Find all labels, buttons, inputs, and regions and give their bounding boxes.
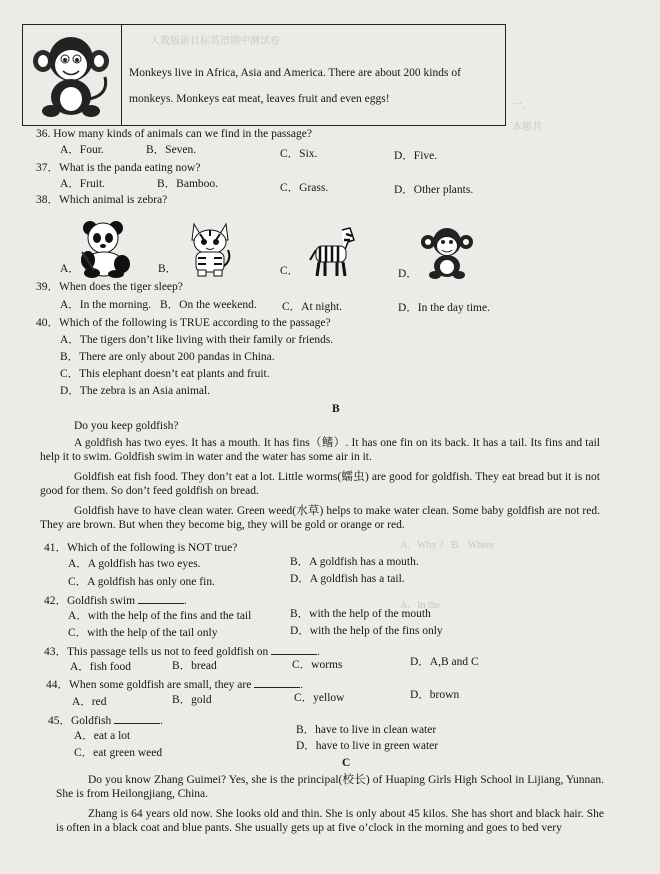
q38-option-c[interactable]: C．: [280, 265, 300, 277]
q45-option-b[interactable]: B．have to live in clean water: [296, 724, 437, 736]
q44-option-d[interactable]: D．brown: [410, 689, 460, 701]
q45-option-c[interactable]: C．eat green weed: [74, 747, 163, 759]
q44-option-c[interactable]: C．yellow: [294, 692, 345, 704]
passage-c-paragraph-2: Zhang is 64 years old now. She looks old and thin. She is only about 45 kilos. She has short and black hair. She is often in a black coat and blue pants. She usually gets up at five o’clock in the morning and goes to bed very: [56, 808, 604, 834]
q41-option-a[interactable]: A．A goldfish has two eyes.: [68, 558, 201, 570]
q42-stem-tail: .: [183, 595, 187, 607]
q44-option-a[interactable]: A．red: [72, 696, 107, 708]
q45-option-a[interactable]: A．eat a lot: [74, 730, 131, 742]
q39-stem: 39．When does the tiger sleep?: [36, 281, 183, 293]
q37-option-d[interactable]: D．Other plants.: [394, 184, 474, 196]
q43-stem-tail: .: [317, 646, 320, 658]
q45-stem-tail: .: [160, 715, 163, 727]
q39-option-b[interactable]: B．On the weekend.: [160, 299, 257, 311]
box-divider: [121, 25, 122, 125]
q41-option-d[interactable]: D．A goldfish has a tail.: [290, 573, 405, 585]
panda-icon: [76, 218, 134, 278]
q37-stem: 37．What is the panda eating now?: [36, 162, 201, 174]
q42-option-d[interactable]: D．with the help of the fins only: [290, 625, 443, 637]
q43-stem: [44, 644, 320, 660]
intro-box: [22, 24, 506, 126]
q37-option-b[interactable]: B．Bamboo.: [157, 178, 219, 190]
q36-option-b[interactable]: B．Seven.: [146, 144, 197, 156]
q37-option-a[interactable]: A．Fruit.: [60, 178, 106, 190]
q38-option-d[interactable]: D．: [398, 268, 418, 280]
q45-stem: [48, 713, 163, 729]
q41-option-c[interactable]: C．A goldfish has only one fin.: [68, 576, 215, 588]
q38-stem: 38．Which animal is zebra?: [36, 194, 168, 206]
q36-option-c[interactable]: C．Six.: [280, 148, 318, 160]
q43-option-d[interactable]: D．A,B and C: [410, 656, 479, 668]
q41-stem: 41．Which of the following is NOT true?: [44, 542, 238, 554]
q43-stem-text: 43．This passage tells us not to feed goldfish on: [44, 646, 269, 658]
q37-option-c[interactable]: C．Grass.: [280, 182, 329, 194]
q44-option-b[interactable]: B．gold: [172, 694, 212, 706]
q40-option-b[interactable]: B．There are only about 200 pandas in China.: [60, 351, 275, 363]
q40-option-d[interactable]: D．The zebra is an Asia animal.: [60, 385, 211, 397]
q42-stem-text: 42．Goldfish swim: [44, 595, 136, 607]
intro-line-2: monkeys. Monkeys eat meat, leaves fruit and even eggs!: [129, 93, 390, 105]
passage-c-paragraph-1: Do you know Zhang Guimei? Yes, she is the principal(校长) of Huaping Girls High School in Lijiang, Yunnan. She is from Heilongjiang, China.: [56, 774, 604, 800]
q44-stem-tail: .: [300, 679, 304, 691]
q36-stem: 36. How many kinds of animals can we find in the passage?: [36, 128, 312, 140]
q45-blank[interactable]: [114, 713, 160, 724]
q36-option-d[interactable]: D．Five.: [394, 150, 438, 162]
q43-option-c[interactable]: C．worms: [292, 659, 343, 671]
q40-stem: 40．Which of the following is TRUE according to the passage?: [36, 317, 331, 329]
q44-blank[interactable]: [254, 677, 300, 688]
q42-option-a[interactable]: A．with the help of the fins and the tail: [68, 610, 252, 622]
q43-option-a[interactable]: A．fish food: [70, 661, 132, 673]
q42-stem: [44, 593, 187, 609]
passage-b-paragraph-2: Goldfish eat fish food. They don’t eat a lot. Little worms(蠕虫) are good for goldfish. They eat bread but it is not good for them. So don’t feed goldfish on bread.: [40, 471, 600, 497]
q39-option-a[interactable]: A．In the morning.: [60, 299, 152, 311]
tiger-icon: [186, 220, 234, 278]
passage-b-title: Do you keep goldfish?: [74, 420, 179, 432]
section-c-heading: C: [342, 757, 351, 769]
q44-stem: [46, 677, 303, 693]
q45-option-d[interactable]: D．have to live in green water: [296, 740, 439, 752]
q38-option-a[interactable]: A．: [60, 263, 80, 275]
intro-line-1: Monkeys live in Africa, Asia and America. There are about 200 kinds of: [129, 67, 461, 79]
monkey-icon: [420, 226, 474, 280]
q40-option-a[interactable]: A．The tigers don’t like living with their family or friends.: [60, 334, 334, 346]
q45-stem-text: 45．Goldfish: [48, 715, 112, 727]
q43-option-b[interactable]: B．bread: [172, 660, 217, 672]
q41-option-b[interactable]: B．A goldfish has a mouth.: [290, 556, 419, 568]
zebra-icon: [306, 226, 358, 278]
q39-option-c[interactable]: C．At night.: [282, 301, 343, 313]
q39-option-d[interactable]: D．In the day time.: [398, 302, 490, 314]
passage-b-paragraph-3: Goldfish have to have clean water. Green weed(水草) helps to make water clean. Some baby goldfish are not red. They are brown. But when they become big, they will be gold or orange or red.: [40, 505, 600, 531]
passage-b-paragraph-1: A goldfish has two eyes. It has a mouth. It has fins（鳍）. It has one fin on its back. It has a tail. Its fins and tail help it to swim. Goldfish swim in water and the water has some air in it.: [40, 437, 600, 463]
q42-option-b[interactable]: B．with the help of the mouth: [290, 608, 431, 620]
q42-option-c[interactable]: C．with the help of the tail only: [68, 627, 218, 639]
q36-option-a[interactable]: A．Four.: [60, 144, 104, 156]
q38-option-b[interactable]: B．: [158, 263, 178, 275]
q44-stem-text: 44．When some goldfish are small, they are: [46, 679, 252, 691]
q40-option-c[interactable]: C．This elephant doesn’t eat plants and fruit.: [60, 368, 270, 380]
monkey-icon: [27, 33, 115, 119]
q42-blank[interactable]: [138, 593, 184, 604]
q43-blank[interactable]: [271, 644, 317, 655]
section-b-heading: B: [332, 403, 340, 415]
